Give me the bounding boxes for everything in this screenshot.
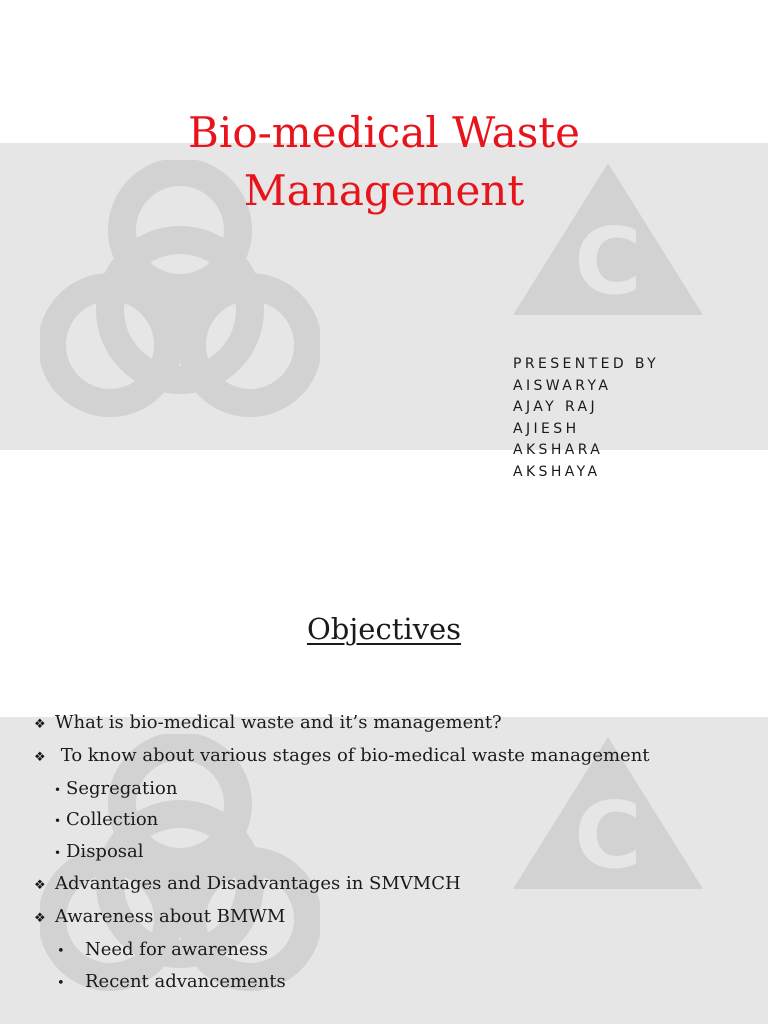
list-item-text: Awareness about BMWM — [55, 905, 286, 927]
objectives-heading: Objectives — [306, 612, 462, 646]
diamond-bullet-icon: ❖ — [34, 910, 46, 926]
list-item-text: Disposal — [66, 841, 144, 863]
list-item-text: Segregation — [66, 777, 178, 799]
list-item — [34, 837, 650, 869]
list-item — [34, 967, 650, 1000]
dot-bullet-icon: • — [57, 943, 65, 959]
list-item-text: Collection — [66, 809, 159, 831]
presenter-name: AJIESH — [513, 420, 580, 437]
list-item — [34, 708, 650, 741]
diamond-bullet-icon: ❖ — [34, 877, 46, 893]
title-line-1: Bio-medical Waste — [188, 108, 580, 157]
list-item — [34, 935, 650, 968]
presenter-name: AJAY RAJ — [513, 399, 599, 415]
list-item-text: Advantages and Disadvantages in SMVMCH — [55, 872, 461, 894]
diamond-bullet-icon: ❖ — [34, 717, 46, 732]
list-item-text: Recent advancements — [85, 971, 286, 993]
presenters-block — [513, 354, 659, 483]
list-item — [34, 805, 650, 837]
objectives-slide — [0, 512, 768, 1024]
title-line-2: Management — [243, 166, 525, 215]
dot-bullet-icon: • — [54, 846, 62, 861]
dot-bullet-icon: • — [57, 976, 65, 992]
presenter-name: AISWARYA — [513, 377, 612, 394]
presenter-name: AKSHAYA — [513, 463, 601, 480]
list-item-text: What is bio-medical waste and it’s management? — [55, 712, 502, 733]
diamond-bullet-icon: ❖ — [34, 749, 46, 765]
svg-text:C: C — [574, 782, 642, 889]
slide-title — [0, 104, 768, 220]
presenter-name: AKSHARA — [513, 442, 604, 458]
svg-text:C: C — [574, 208, 642, 315]
dot-bullet-icon: • — [54, 814, 62, 829]
list-item — [34, 741, 650, 774]
list-item — [34, 869, 650, 902]
list-item-text: To know about various stages of bio-medical waste management — [55, 744, 650, 766]
list-item-text: Need for awareness — [85, 938, 268, 960]
dot-bullet-icon: • — [54, 782, 62, 797]
presented-by-label: PRESENTED BY — [513, 356, 660, 372]
list-item — [34, 902, 650, 935]
objectives-list — [34, 708, 650, 1000]
list-item — [34, 774, 650, 806]
